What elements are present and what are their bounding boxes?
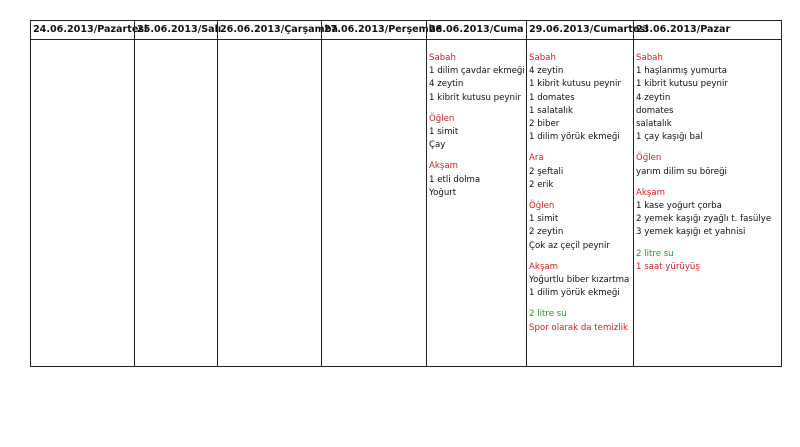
meal-section xyxy=(636,152,781,178)
meal-item: 2 şeftali xyxy=(529,166,564,177)
meal-item: domates xyxy=(636,105,674,116)
meal-item: 1 kibrit kutusu peynir xyxy=(429,92,521,103)
day-meals xyxy=(427,40,526,200)
meal-item: 1 haşlanmış yumurta xyxy=(636,66,727,77)
meal-item: 1 dilim yörük ekmeği xyxy=(529,132,620,143)
day-column-friday xyxy=(426,21,526,366)
meal-title: Öğlen xyxy=(636,153,662,164)
meal-title: Öğlen xyxy=(529,201,555,212)
meal-item: yarım dilim su böreği xyxy=(636,166,727,177)
meal-item: 3 yemek kaşığı et yahnisi xyxy=(636,227,746,238)
day-header: 24.06.2013/Pazartesi xyxy=(31,21,134,40)
meal-item: 4 zeytin xyxy=(529,66,564,77)
meal-item: 1 etli dolma xyxy=(429,174,481,185)
meal-item: 2 erik xyxy=(529,179,554,190)
meal-item: 2 yemek kaşığı zyağlı t. fasülye xyxy=(636,214,772,225)
meal-title: Akşam xyxy=(529,261,558,272)
meal-item: 4 zeytin xyxy=(636,92,671,103)
notes-section xyxy=(529,308,633,334)
day-header: 29.06.2013/Cumartesi xyxy=(527,21,633,40)
meal-title: Öğlen xyxy=(429,113,455,124)
day-header: 25.06.2013/Salı xyxy=(135,21,217,40)
day-meals xyxy=(527,40,633,335)
meal-section xyxy=(529,52,633,144)
meal-item: 4 zeytin xyxy=(429,79,464,90)
meal-section xyxy=(636,52,781,144)
meal-plan-table xyxy=(30,20,782,367)
meal-section xyxy=(529,152,633,192)
meal-item: 2 zeytin xyxy=(529,227,564,238)
meal-title: Akşam xyxy=(636,187,665,198)
day-header: 27.06.2013/Perşembe xyxy=(322,21,426,40)
meal-item: 1 dilim yörük ekmeği xyxy=(529,288,620,299)
meal-section xyxy=(429,113,526,153)
day-header: 28.06.2013/Cuma xyxy=(427,21,526,40)
meal-item: 1 domates xyxy=(529,92,575,103)
day-column-wednesday xyxy=(217,21,338,366)
exercise-note: 1 saat yürüyüş xyxy=(636,261,700,272)
day-column-tuesday xyxy=(134,21,222,366)
day-column-saturday xyxy=(526,21,649,366)
meal-item: 1 kase yoğurt çorba xyxy=(636,201,722,212)
meal-item: salatalık xyxy=(636,119,672,130)
meal-item: 1 simit xyxy=(429,127,459,138)
meal-item: 1 dilim çavdar ekmeği xyxy=(429,66,525,77)
day-header: 23.06.2013/Pazar xyxy=(634,21,781,40)
meal-item: 1 kibrit kutusu peynir xyxy=(529,79,621,90)
meal-item: 2 biber xyxy=(529,119,560,130)
meal-title: Akşam xyxy=(429,161,458,172)
meal-title: Ara xyxy=(529,153,544,164)
meal-title: Sabah xyxy=(636,53,663,63)
meal-item: 1 kibrit kutusu peynir xyxy=(636,79,728,90)
water-note: 2 litre su xyxy=(529,309,567,320)
notes-section xyxy=(636,248,781,274)
meal-item: 1 çay kaşığı bal xyxy=(636,132,703,143)
meal-item: Çay xyxy=(429,140,446,151)
water-note: 2 litre su xyxy=(636,248,674,259)
meal-section xyxy=(529,200,633,253)
meal-section xyxy=(636,187,781,240)
meal-item: Çok az çeçil peynir xyxy=(529,240,610,251)
day-column-sunday xyxy=(633,21,782,366)
meal-item: Yoğurtlu biber kızartma xyxy=(529,275,630,286)
day-meals xyxy=(634,40,781,274)
meal-item: 1 simit xyxy=(529,214,559,225)
meal-title: Sabah xyxy=(529,53,556,63)
meal-section xyxy=(529,261,633,301)
meal-item: 1 salatalık xyxy=(529,105,573,116)
meal-item: Yoğurt xyxy=(429,187,457,198)
exercise-note: Spor olarak da temizlik xyxy=(529,322,628,333)
meal-section xyxy=(429,52,526,105)
meal-title: Sabah xyxy=(429,53,456,63)
meal-section xyxy=(429,160,526,200)
day-header: 26.06.2013/Çarşamba xyxy=(218,21,321,40)
day-column-monday xyxy=(30,21,148,366)
